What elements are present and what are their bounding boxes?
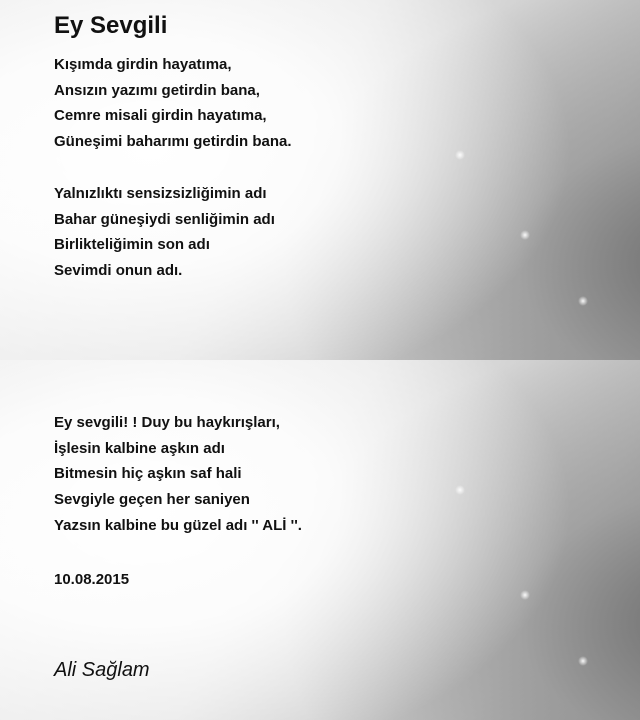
poem-date: 10.08.2015 <box>54 571 130 588</box>
poem-line: Ansızın yazımı getirdin bana, <box>54 81 260 99</box>
poem-line: Cemre misali girdin hayatıma, <box>54 107 267 125</box>
poem-line: Bitmesin hiç aşkın saf hali <box>54 465 242 483</box>
poem-author: Ali Sağlam <box>54 659 150 681</box>
poem-card-bottom <box>0 360 640 720</box>
poem-line: Güneşimi baharımı getirdin bana. <box>54 133 292 151</box>
poem-line: Yazsın kalbine bu güzel adı '' ALİ ''. <box>54 516 302 534</box>
poem-line: Yalnızlıktı sensizsizliğimin adı <box>54 185 267 202</box>
poem-line: Kışımda girdin hayatıma, <box>54 56 232 73</box>
poem-title: Ey Sevgili <box>54 12 168 39</box>
poem-line: Birlikteliğimin son adı <box>54 236 210 254</box>
poem-line: İşlesin kalbine aşkın adı <box>54 439 225 457</box>
stanza-2 <box>54 181 275 284</box>
bokeh-sparkle <box>520 590 530 600</box>
bokeh-sparkle <box>455 150 465 160</box>
bokeh-sparkle <box>455 485 465 495</box>
bokeh-sparkle <box>578 656 588 666</box>
poem-line: Bahar güneşiydi senliğimin adı <box>54 210 275 228</box>
poem-line: Sevimdi onun adı. <box>54 262 183 280</box>
stanza-3 <box>54 410 302 538</box>
bokeh-sparkle <box>520 230 530 240</box>
poem-line: Sevgiyle geçen her saniyen <box>54 491 250 509</box>
bokeh-sparkle <box>578 296 588 306</box>
poem-line: Ey sevgili! ! Duy bu haykırışları, <box>54 414 280 431</box>
stanza-1 <box>54 52 292 155</box>
